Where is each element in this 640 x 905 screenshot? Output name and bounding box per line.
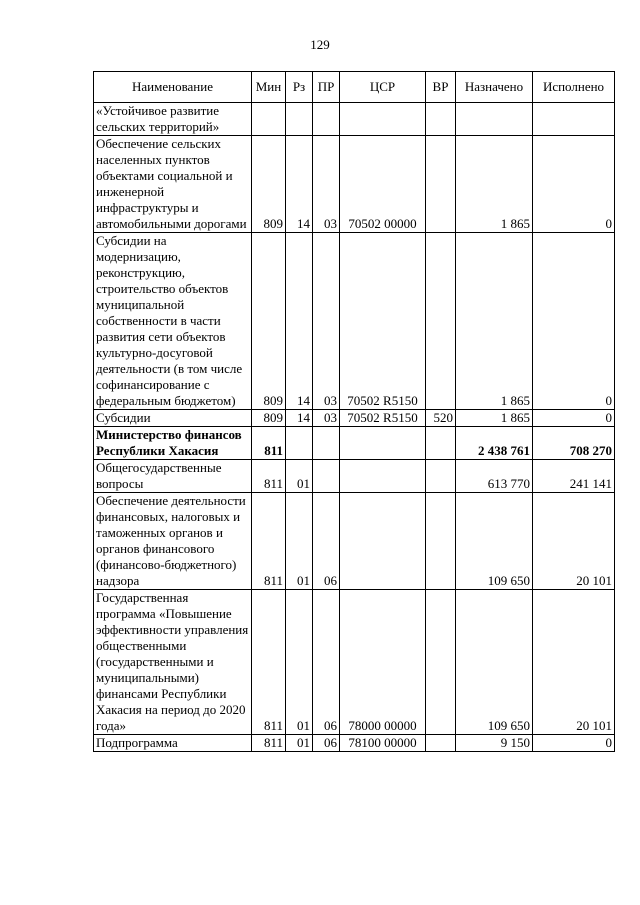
cell-name: Субсидии [94,410,252,427]
cell-pr: 03 [313,233,340,410]
cell-pr: 03 [313,136,340,233]
cell-naznacheno: 1 865 [456,136,533,233]
table-row [94,233,615,410]
cell-min: 809 [252,410,286,427]
cell-vr [426,427,456,460]
header-naznacheno: Назначено [456,72,533,103]
cell-rz [286,103,313,136]
cell-name: Государственная программа «Повышение эффективности управления общественными (государственными и муниципальными) финансами Республики Хакасия на период до 2020 года» [94,590,252,735]
cell-min [252,103,286,136]
cell-vr: 520 [426,410,456,427]
cell-name: Обеспечение сельских населенных пунктов объектами социальной и инженерной инфраструктуры и автомобильными дорогами [94,136,252,233]
cell-name: Обеспечение деятельности финансовых, налоговых и таможенных органов и органов финансового (финансово-бюджетного) надзора [94,493,252,590]
cell-csr: 78100 00000 [340,735,426,752]
budget-table [93,71,615,752]
cell-vr [426,103,456,136]
header-csr: ЦСР [340,72,426,103]
cell-ispolneno: 241 141 [533,460,615,493]
cell-ispolneno: 0 [533,410,615,427]
cell-pr: 06 [313,590,340,735]
cell-csr [340,460,426,493]
cell-ispolneno: 0 [533,735,615,752]
table-row [94,460,615,493]
cell-name: Министерство финансов Республики Хакасия [94,427,252,460]
cell-csr: 70502 R5150 [340,233,426,410]
cell-pr [313,103,340,136]
table-header-row [94,72,615,103]
header-vr: ВР [426,72,456,103]
cell-naznacheno: 1 865 [456,233,533,410]
cell-vr [426,590,456,735]
cell-min: 811 [252,493,286,590]
cell-naznacheno: 9 150 [456,735,533,752]
page-number: 129 [310,37,330,52]
header-pr: ПР [313,72,340,103]
cell-csr: 70502 R5150 [340,410,426,427]
cell-name: Подпрограмма [94,735,252,752]
cell-pr: 06 [313,735,340,752]
cell-vr [426,493,456,590]
cell-rz: 01 [286,735,313,752]
cell-csr [340,427,426,460]
cell-naznacheno: 613 770 [456,460,533,493]
cell-rz: 14 [286,136,313,233]
cell-rz: 14 [286,410,313,427]
cell-rz: 01 [286,590,313,735]
cell-ispolneno: 0 [533,233,615,410]
cell-vr [426,136,456,233]
cell-naznacheno [456,103,533,136]
table-row [94,427,615,460]
table-row [94,136,615,233]
cell-ispolneno: 708 270 [533,427,615,460]
cell-csr [340,493,426,590]
cell-ispolneno: 0 [533,136,615,233]
cell-pr [313,460,340,493]
cell-rz: 14 [286,233,313,410]
cell-vr [426,233,456,410]
cell-vr [426,735,456,752]
cell-pr [313,427,340,460]
cell-naznacheno: 109 650 [456,493,533,590]
cell-rz: 01 [286,493,313,590]
header-min: Мин [252,72,286,103]
table-row [94,590,615,735]
cell-name: Субсидии на модернизацию, реконструкцию, строительство объектов муниципальной собственности в части развития сети объектов культурно-досуговой деятельности (в том числе софинансирование с федеральным бюджетом) [94,233,252,410]
cell-min: 811 [252,427,286,460]
cell-vr [426,460,456,493]
cell-min: 809 [252,233,286,410]
cell-min: 809 [252,136,286,233]
cell-ispolneno [533,103,615,136]
cell-csr [340,103,426,136]
cell-min: 811 [252,735,286,752]
cell-min: 811 [252,460,286,493]
cell-csr: 70502 00000 [340,136,426,233]
cell-csr: 78000 00000 [340,590,426,735]
header-rz: Рз [286,72,313,103]
table-row [94,103,615,136]
table-row [94,493,615,590]
cell-rz [286,427,313,460]
cell-pr: 03 [313,410,340,427]
header-name: Наименование [94,72,252,103]
table-row [94,735,615,752]
cell-min: 811 [252,590,286,735]
cell-name: «Устойчивое развитие сельских территорий» [94,103,252,136]
cell-rz: 01 [286,460,313,493]
cell-naznacheno: 109 650 [456,590,533,735]
cell-ispolneno: 20 101 [533,493,615,590]
table-row [94,410,615,427]
cell-naznacheno: 2 438 761 [456,427,533,460]
cell-ispolneno: 20 101 [533,590,615,735]
cell-pr: 06 [313,493,340,590]
cell-name: Общегосударственные вопросы [94,460,252,493]
header-ispolneno: Исполнено [533,72,615,103]
cell-naznacheno: 1 865 [456,410,533,427]
